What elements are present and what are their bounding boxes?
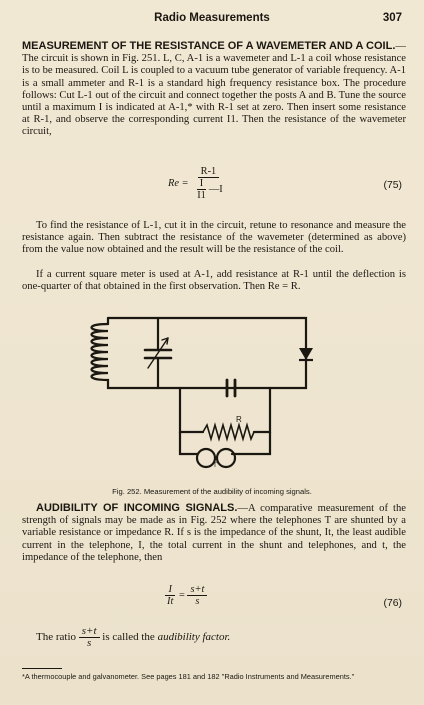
ratio-den: s (87, 637, 92, 649)
ratio-tail: is called the (102, 631, 155, 644)
section-audibility (22, 502, 406, 564)
ratio-term: audibility factor. (157, 631, 231, 644)
phone-lead-right (232, 432, 270, 454)
eq76-left-den: It (167, 596, 174, 607)
equation-76 (164, 584, 207, 607)
shunt-resistor (203, 425, 254, 439)
paragraph-resistance: To find the resistance of L-1, cut it in the circuit, retune to resonance and measure the resistance again. Then subtract the resistance of the wavemeter (determined as above) from the value now obtained and the result will be the resistance of the coil. (22, 220, 406, 256)
eq75-denominator (191, 178, 226, 201)
eq76-left-fraction (164, 584, 176, 607)
eq75-lhs: Re = (168, 177, 189, 189)
section-heading: MEASUREMENT OF THE RESISTANCE OF A WAVEMETER AND A COIL. (22, 40, 396, 52)
eq76-left-num: I (165, 584, 174, 596)
left-branch-wire (180, 388, 203, 432)
equation-75 (168, 166, 226, 201)
main-loop-wire (108, 318, 306, 388)
section-wavemeter (22, 40, 406, 139)
detector-diode (299, 348, 313, 360)
equation-75-number: (75) (383, 180, 402, 191)
eq76-equals: = (178, 589, 185, 601)
eq75-numerator: R-1 (198, 166, 220, 178)
ratio-num: s+t (79, 626, 100, 638)
right-branch-wire (254, 388, 270, 432)
eq75-inner-num: I (197, 178, 206, 190)
section-body: —The circuit is shown in Fig. 251. L, C, A-1 is a wavemeter and L-1 a coil whose resistance is to be measured. Coil L is coupled to a vacuum tube generator of variable frequency. A-1 is a small ammeter and R-1 is a standard high frequency resistance box. The procedure follows: Cut L-1 out of the circuit and connect together the posts A and B. Tune the source until a maximum I is indicated at A-1,* with R-1 set at zero. Then insert some resistance at R-1, and observe the corresponding current I1. Then the resistance of the wavemeter circuit, (22, 41, 406, 138)
figure-caption: Fig. 252. Measurement of the audibility of incoming signals. (112, 487, 312, 496)
circuit-diagram (0, 306, 424, 486)
ratio-lead: The ratio (36, 631, 77, 644)
footnote: *A thermocouple and galvanometer. See pages 181 and 182 "Radio Instruments and Measurements." (22, 672, 355, 681)
eq76-right-num: s+t (187, 584, 207, 596)
telephone-label: T (213, 462, 217, 469)
inductor-coil (92, 324, 109, 384)
eq75-inner-fraction (194, 178, 209, 201)
eq75-inner-den: I1 (197, 190, 206, 201)
equation-76-number: (76) (383, 598, 402, 609)
ratio-fraction (79, 626, 100, 649)
eq75-tail: —I (208, 183, 223, 195)
phone-lead-left (180, 432, 197, 454)
section2-body: —A comparative measurement of the strength of signals may be made as in Fig. 252 where the telephones T are shunted by a variable resistance or impedance R. If s is the impedance of the shunt, It, the least audible current in the telephone, I, the total current in the shunt and telephones, and t, the impedance of the telephone, then (22, 503, 406, 563)
telephone-receiver-right (217, 449, 235, 467)
ratio-sentence (36, 626, 406, 649)
resistor-label: R (236, 415, 242, 424)
section2-heading: AUDIBILITY OF INCOMING SIGNALS. (36, 502, 238, 514)
footnote-rule (22, 668, 62, 669)
eq76-right-fraction (187, 584, 207, 607)
eq76-right-den: s (195, 596, 200, 607)
page-number: 307 (382, 12, 402, 24)
paragraph-square-meter: If a current square meter is used at A-1, add resistance at R-1 until the deflection is one-quarter of that obtained in the first observation. Then Re = R. (22, 269, 406, 293)
eq75-fraction (191, 166, 226, 201)
running-title: Radio Measurements (154, 12, 270, 24)
running-header (0, 12, 424, 28)
